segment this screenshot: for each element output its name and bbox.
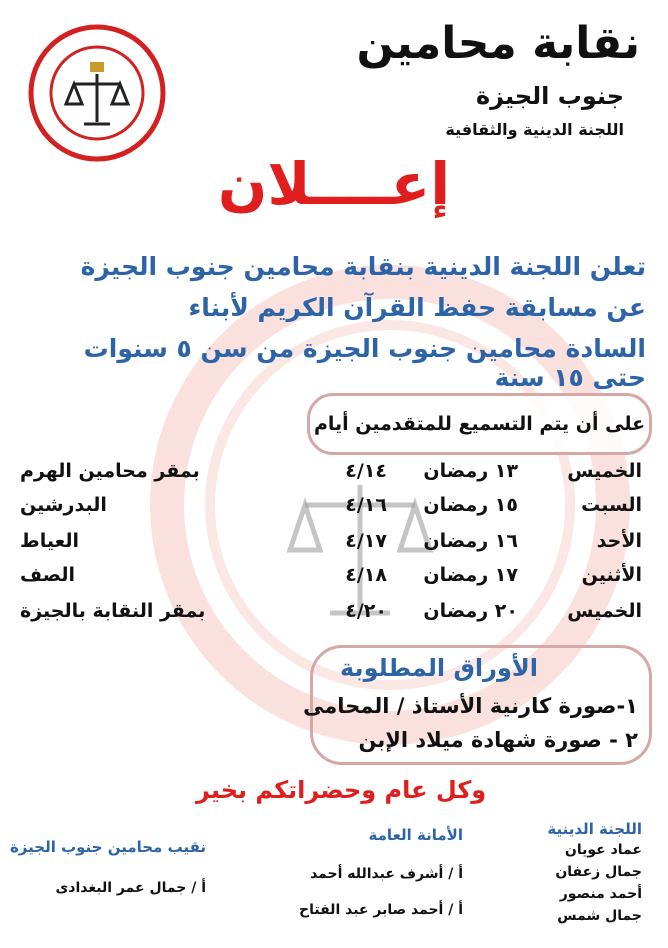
- committee-member: أحمد منصور: [559, 886, 642, 902]
- schedule-day: الخميس: [567, 460, 642, 482]
- religious-committee-title: اللجنة الدينية: [547, 820, 642, 838]
- schedule-row: [20, 530, 642, 564]
- schedule-day: السبت: [581, 494, 642, 516]
- secretariat-member: أ / أحمد صابر عبد الفتاح: [299, 902, 463, 918]
- page-title: نقابة محامين: [356, 18, 640, 69]
- schedule-day: الخميس: [567, 600, 642, 622]
- intro-line-1: تعلن اللجنة الدينية بنقابة محامين جنوب الجيزة: [80, 252, 646, 281]
- schedule-row: [20, 600, 642, 634]
- schedule-heading: على أن يتم التسميع للمتقدمين أيام: [313, 413, 646, 435]
- syndicate-logo: [26, 22, 168, 164]
- secretariat-member: أ / أشرف عبدالله أحمد: [310, 866, 463, 882]
- schedule-date: ١٣ رمضان: [423, 460, 518, 482]
- schedule-place: الصف: [20, 564, 75, 586]
- schedule-heading-box: [307, 393, 652, 455]
- committee-member: عماد عويان: [564, 842, 642, 858]
- schedule-day: الأحد: [596, 530, 642, 552]
- secretariat-title: الأمانة العامة: [368, 826, 463, 844]
- schedule-date: ٢٠ رمضان: [423, 600, 518, 622]
- schedule-place: العياط: [20, 530, 79, 552]
- schedule-place: بمقر محامين الهرم: [20, 460, 200, 482]
- schedule-date: ١٥ رمضان: [423, 494, 518, 516]
- announcement-heading: إعــــلان: [217, 150, 451, 218]
- schedule-row: [20, 494, 642, 528]
- committee-name: اللجنة الدينية والثقافية: [445, 120, 624, 139]
- head-name: أ / جمال عمر البغدادى: [55, 880, 206, 896]
- schedule-row: [20, 564, 642, 598]
- schedule-place: بمقر النقابة بالجيزة: [20, 600, 206, 622]
- documents-title: الأوراق المطلوبة: [340, 654, 538, 682]
- schedule-date: ١٧ رمضان: [423, 564, 518, 586]
- schedule-place: البدرشين: [20, 494, 107, 516]
- committee-member: جمال زعفان: [555, 864, 642, 880]
- greeting-text: وكل عام وحضراتكم بخير: [196, 776, 487, 804]
- intro-line-2: عن مسابقة حفظ القرآن الكريم لأبناء: [188, 293, 646, 322]
- document-item: ٢ - صورة شهادة ميلاد الإبن: [358, 728, 638, 752]
- schedule-row: [20, 460, 642, 494]
- intro-line-3: السادة محامين جنوب الجيزة من سن ٥ سنوات حتى ١٥ سنة: [83, 334, 646, 392]
- schedule-greg-date: ٤/١٧: [345, 530, 387, 552]
- head-title: نقيب محامين جنوب الجيزة: [9, 838, 206, 856]
- schedule-greg-date: ٤/١٦: [345, 494, 387, 516]
- schedule-date: ١٦ رمضان: [423, 530, 518, 552]
- document-item: ١-صورة كارنية الأستاذ / المحامى: [303, 694, 638, 718]
- schedule-day: الأثنين: [581, 564, 642, 586]
- page-subtitle: جنوب الجيزة: [475, 82, 624, 110]
- schedule-greg-date: ٤/٢٠: [345, 600, 387, 622]
- committee-member: جمال شمس: [557, 908, 642, 924]
- schedule-greg-date: ٤/١٨: [345, 564, 387, 586]
- schedule-greg-date: ٤/١٤: [345, 460, 387, 482]
